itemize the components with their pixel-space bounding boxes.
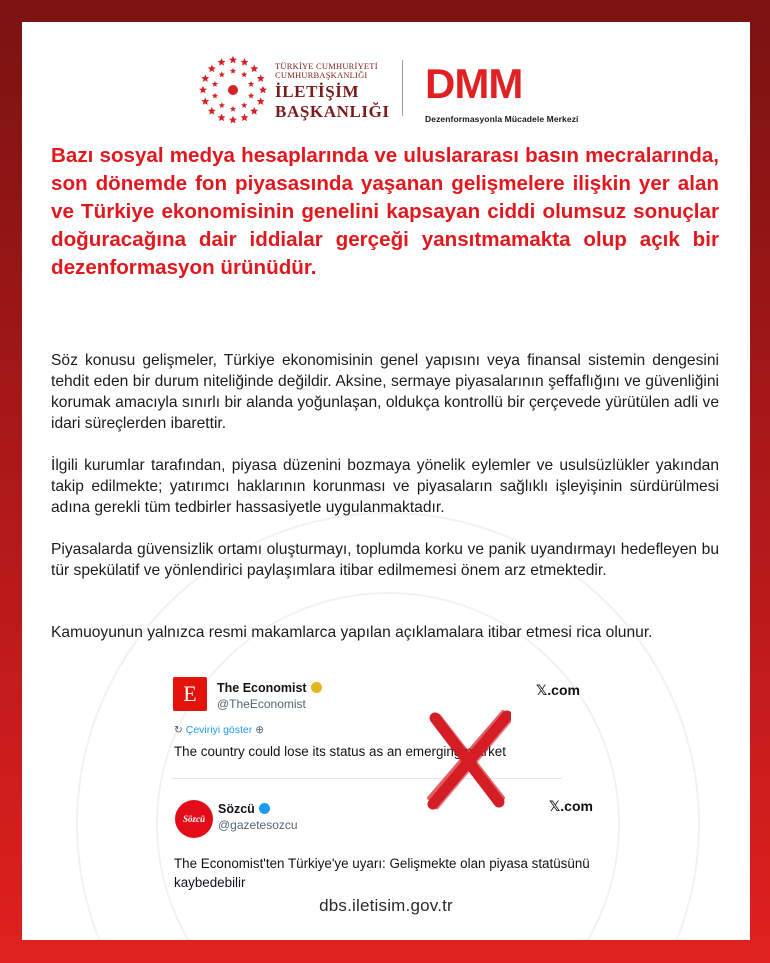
seal-star bbox=[218, 114, 226, 122]
seal-star bbox=[199, 86, 207, 94]
verified-gold-icon bbox=[311, 682, 322, 693]
economist-tweet-text: The country could lose its status as an emerging market bbox=[174, 744, 506, 759]
economist-handle: @TheEconomist bbox=[217, 697, 306, 711]
seal-star bbox=[229, 56, 237, 64]
seal-star bbox=[230, 68, 236, 74]
paragraph-3: Piyasalarda güvensizlik ortamı oluşturmayı, toplumda korku ve panik uyandırmayı hedefleyen bu tür spekülatif ve yönlendirici paylaşımlara itibar edilmemesi önem arz etmektedir. bbox=[51, 541, 719, 579]
translate-row bbox=[174, 724, 264, 736]
verified-blue-icon bbox=[259, 803, 270, 814]
headline: Bazı sosyal medya hesaplarında ve uluslararası basın mecralarında, son dönemde fon piyasasında yaşanan gelişmelere ilişkin yer alan ve Türkiye ekonomisinin genelini kapsayan ciddi olumsuz sonuçlar doğuracağına dair iddialar gerçeği yansıtmamakta olup açık bir dezenformasyon ürünüdür. bbox=[51, 144, 719, 279]
translate-icon: ↻ bbox=[174, 724, 183, 736]
gov-line-3: İLETİŞİM bbox=[275, 82, 360, 101]
gov-line-1: TÜRKİYE CUMHURİYETİ bbox=[275, 61, 378, 71]
seal-star bbox=[250, 107, 258, 115]
paragraph-4: Kamuoyunun yalnızca resmi makamlarca yapılan açıklamalara itibar etmesi rica olunur. bbox=[51, 624, 653, 641]
seal-star bbox=[229, 116, 237, 124]
seal-star bbox=[212, 81, 218, 87]
sozcu-tweet-text: The Economist'ten Türkiye'ye uyarı: Gelişmekte olan piyasa statüsünü kaybedebilir bbox=[174, 856, 590, 890]
presidency-wordmark bbox=[275, 62, 390, 120]
red-x-mark-icon bbox=[425, 710, 511, 810]
economist-avatar: E bbox=[173, 677, 207, 711]
presidency-star-seal-icon bbox=[197, 54, 269, 126]
seal-star bbox=[241, 102, 247, 108]
footer-url: dbs.iletisim.gov.tr bbox=[319, 896, 453, 915]
seal-star bbox=[230, 106, 236, 112]
seal-star bbox=[240, 58, 248, 66]
dmm-subtitle: Dezenformasyonla Mücadele Merkezi bbox=[425, 114, 579, 124]
seal-star bbox=[219, 102, 225, 108]
sozcu-handle: @gazetesozcu bbox=[218, 818, 298, 832]
seal-star bbox=[219, 71, 225, 77]
sozcu-name-text: Sözcü bbox=[218, 802, 255, 816]
seal-star bbox=[208, 65, 216, 73]
header-divider bbox=[402, 60, 403, 116]
seal-star bbox=[257, 74, 265, 82]
xcom-label-1: 𝕏.com bbox=[536, 682, 580, 698]
xcom-label-2: 𝕏.com bbox=[549, 798, 593, 814]
gov-line-4: BAŞKANLIĞI bbox=[275, 102, 390, 121]
seal-star bbox=[241, 71, 247, 77]
paragraph-2: İlgili kurumlar tarafından, piyasa düzenini bozmaya yönelik eylemler ve usulsüzlükler yakından takip edilmekte; yatırımcı haklarının korunması ve piyasaların sağlıklı işleyişinin sürdürülmesi adına gerekli tüm tedbirler hassasiyetle uygulanmaktadır. bbox=[51, 457, 719, 516]
seal-star bbox=[218, 58, 226, 66]
tweet-screenshots bbox=[172, 674, 612, 894]
economist-name bbox=[217, 681, 322, 695]
seal-star bbox=[201, 74, 209, 82]
globe-icon: ⊕ bbox=[255, 724, 264, 736]
sozcu-avatar: Sözcü bbox=[175, 800, 213, 838]
seal-star bbox=[248, 93, 254, 99]
seal-star bbox=[208, 107, 216, 115]
document-card bbox=[22, 22, 750, 940]
seal-star bbox=[250, 65, 258, 73]
seal-star bbox=[240, 114, 248, 122]
seal-star bbox=[201, 97, 209, 105]
seal-star bbox=[259, 86, 267, 94]
seal-star bbox=[248, 81, 254, 87]
paragraph-1: Söz konusu gelişmeler, Türkiye ekonomisinin genel yapısını veya finansal sistemin dengesini tehdit eden bir durum niteliğinde değildir. Aksine, sermaye piyasalarının şeffaflığını ve güvenliğini korumak amacıyla sınırlı bir alanda yoğunlaşan, oldukça kontrollü bir çerçevede yürütülen adli ve idari süreçlerden ibarettir. bbox=[51, 352, 719, 432]
seal-star bbox=[257, 97, 265, 105]
sozcu-name bbox=[218, 802, 270, 816]
header bbox=[22, 52, 750, 122]
dmm-logo: DMM bbox=[425, 60, 523, 107]
translate-link: Çeviriyi göster bbox=[185, 724, 253, 736]
seal-star bbox=[212, 93, 218, 99]
economist-name-text: The Economist bbox=[217, 681, 307, 695]
gov-line-2: CUMHURBAŞKANLIĞI bbox=[275, 70, 368, 80]
